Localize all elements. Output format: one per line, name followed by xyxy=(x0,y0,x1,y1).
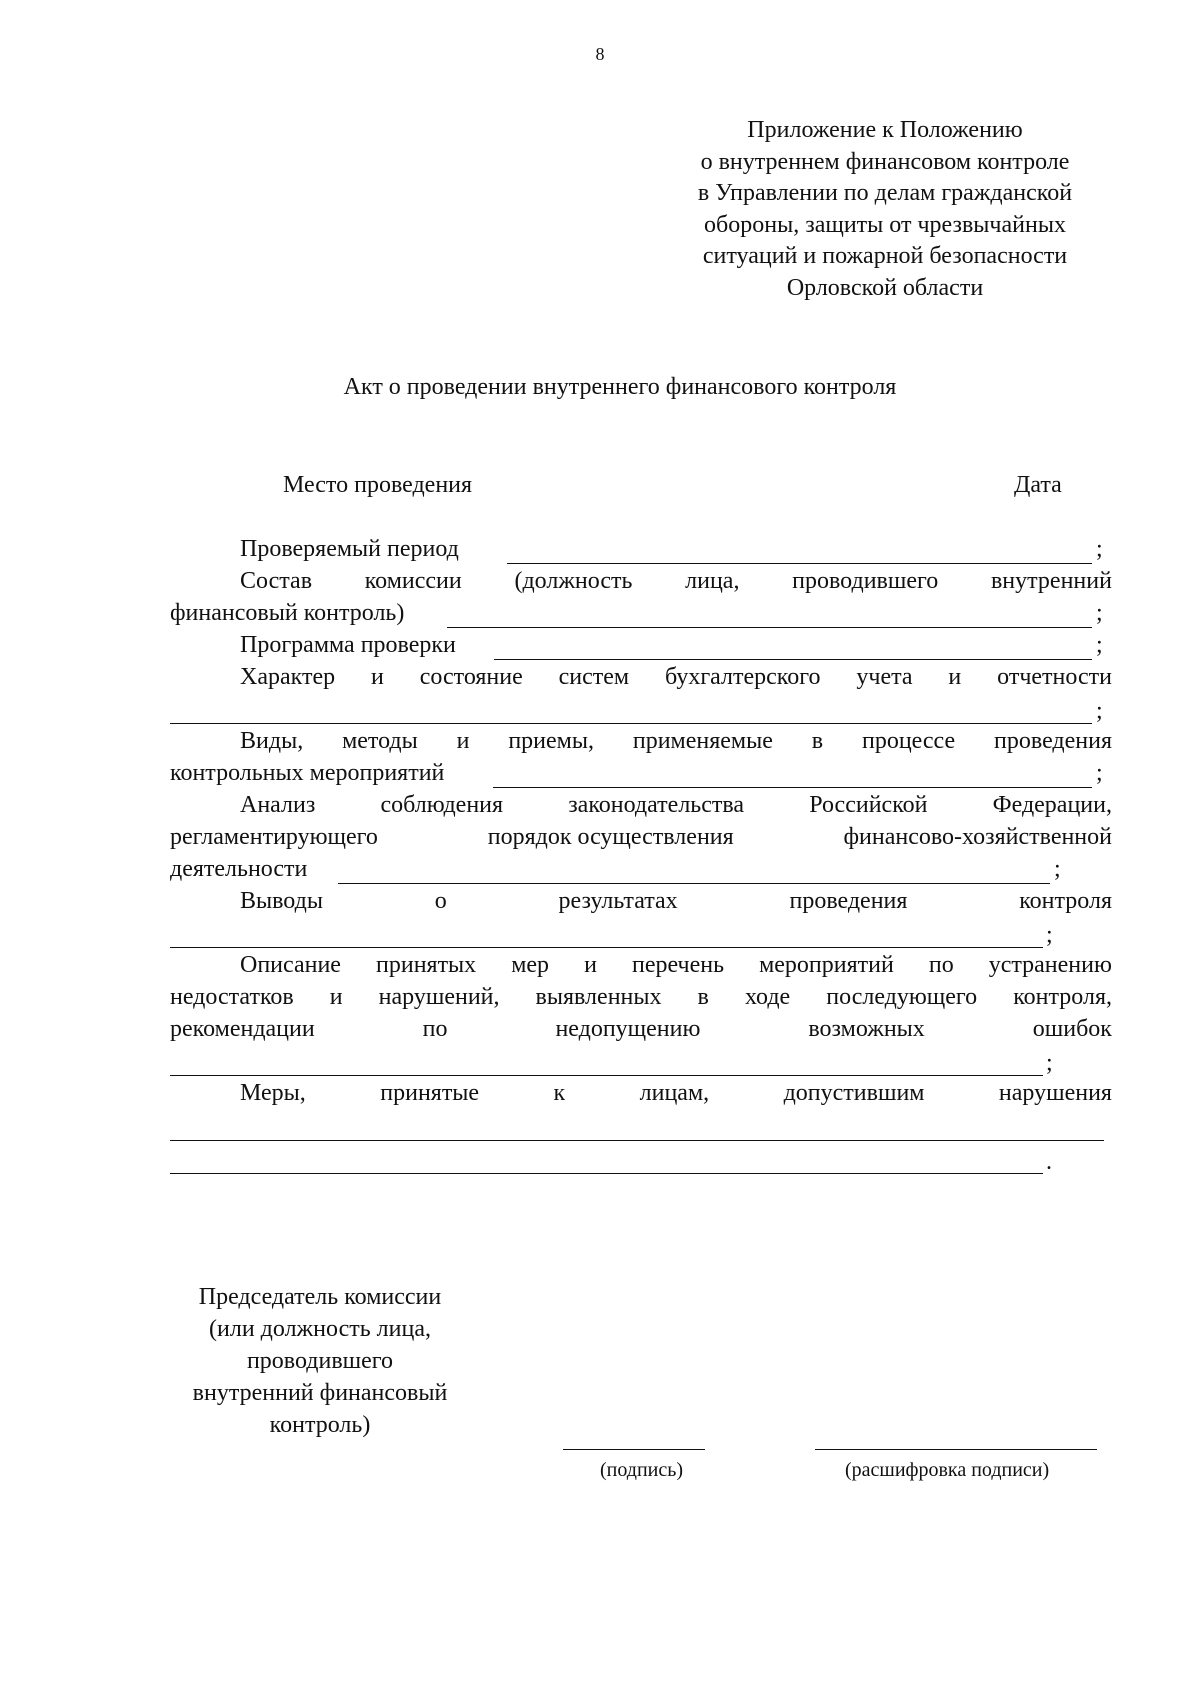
conclusions-line xyxy=(240,888,1112,915)
word: и xyxy=(584,952,597,978)
chairman-title xyxy=(160,1281,480,1441)
word: комиссии xyxy=(364,568,462,594)
chairman-title-line: проводившего xyxy=(246,1348,394,1374)
persons-blank-line-1 xyxy=(170,1140,1104,1141)
word: рекомендации xyxy=(170,1016,315,1042)
word: контроля, xyxy=(1013,984,1112,1010)
word: устранению xyxy=(988,952,1112,978)
word: принятых xyxy=(376,952,477,978)
word: и xyxy=(329,984,343,1010)
word: соблюдения xyxy=(380,792,504,818)
period-label: Проверяемый период xyxy=(240,536,459,562)
period-blank-line xyxy=(507,563,1092,564)
semicolon: ; xyxy=(1046,1050,1053,1076)
word: недопущению xyxy=(555,1016,701,1042)
word: приемы, xyxy=(508,728,594,754)
word: возможных xyxy=(808,1016,925,1042)
analysis-line-2 xyxy=(170,824,1112,851)
semicolon: ; xyxy=(1046,922,1053,948)
semicolon: ; xyxy=(1054,856,1061,882)
word: и xyxy=(948,664,962,690)
appendix-header xyxy=(650,115,1120,304)
word: результатах xyxy=(558,888,678,914)
word: лица, xyxy=(685,568,740,594)
methods-label-cont: контрольных мероприятий xyxy=(170,760,445,786)
chairman-title-line: (или должность лица, xyxy=(209,1316,431,1342)
analysis-line-1 xyxy=(240,792,1112,819)
word: Российской xyxy=(809,792,928,818)
word: бухгалтерского xyxy=(665,664,821,690)
word: Описание xyxy=(240,952,341,978)
appendix-line: о внутреннем финансовом контроле xyxy=(700,148,1070,175)
word: принятые xyxy=(380,1080,480,1106)
appendix-line: в Управлении по делам гражданской xyxy=(697,180,1073,206)
methods-blank-line xyxy=(493,787,1092,788)
word: проведения xyxy=(994,728,1112,754)
word: в xyxy=(697,984,709,1010)
word: по xyxy=(422,1016,448,1042)
signature-decode-caption: (расшифровка подписи) xyxy=(845,1459,1050,1481)
program-label: Программа проверки xyxy=(240,632,456,658)
semicolon: ; xyxy=(1096,698,1103,724)
word: финансово-хозяйственной xyxy=(843,824,1112,850)
word: проводившего xyxy=(792,568,939,594)
nature-blank-line xyxy=(170,723,1092,724)
word: состояние xyxy=(419,664,523,690)
word: допустившим xyxy=(783,1080,925,1106)
measures-line-1 xyxy=(240,952,1112,979)
document-title: Акт о проведении внутреннего финансового контроля xyxy=(343,374,897,400)
word: и xyxy=(371,664,384,690)
conclusions-blank-line xyxy=(170,947,1043,948)
final-period: . xyxy=(1046,1149,1052,1175)
word: Выводы xyxy=(240,888,323,914)
appendix-line: обороны, защиты от чрезвычайных xyxy=(704,211,1066,238)
word: нарушений, xyxy=(378,984,500,1010)
semicolon: ; xyxy=(1096,600,1103,626)
word: мер xyxy=(511,952,550,978)
program-blank-line xyxy=(494,659,1092,660)
word: Виды, xyxy=(240,728,304,754)
page-number: 8 xyxy=(595,44,605,64)
chairman-title-line: контроль) xyxy=(269,1412,371,1438)
measures-blank-line xyxy=(170,1075,1043,1076)
word: к xyxy=(553,1080,566,1106)
word: ошибок xyxy=(1032,1016,1112,1042)
word: законодательства xyxy=(568,792,745,818)
word: недостатков xyxy=(170,984,294,1010)
word: Анализ xyxy=(240,792,316,818)
persons-blank-line-2 xyxy=(170,1173,1043,1174)
word: систем xyxy=(558,664,630,690)
signature-decode-line xyxy=(815,1449,1097,1450)
word: ходе xyxy=(744,984,791,1010)
semicolon: ; xyxy=(1096,632,1103,658)
word: лицам, xyxy=(639,1080,710,1106)
analysis-label-cont: деятельности xyxy=(170,856,308,882)
semicolon: ; xyxy=(1096,760,1103,786)
word: последующего xyxy=(826,984,978,1010)
word: применяемые xyxy=(632,728,773,754)
word: регламентирующего xyxy=(170,824,378,850)
appendix-line: Орловской области xyxy=(786,274,984,301)
word: отчетности xyxy=(997,664,1112,690)
word: нарушения xyxy=(998,1080,1112,1106)
word: процессе xyxy=(861,728,956,754)
signature-caption: (подпись) xyxy=(600,1459,684,1481)
word: (должность xyxy=(514,568,633,594)
word: Характер xyxy=(240,664,336,690)
signature-line xyxy=(563,1449,705,1450)
word: порядок осуществления xyxy=(487,824,734,850)
commission-blank-line xyxy=(447,627,1092,628)
word: в xyxy=(811,728,824,754)
commission-label-cont: финансовый контроль) xyxy=(170,600,405,626)
date-label: Дата xyxy=(1014,472,1062,498)
word: выявленных xyxy=(535,984,662,1010)
chairman-title-line: внутренний финансовый xyxy=(192,1380,448,1406)
word: проведения xyxy=(789,888,908,914)
word: по xyxy=(928,952,954,978)
word: контроля xyxy=(1019,888,1112,914)
measures-line-3 xyxy=(170,1016,1112,1043)
nature-line xyxy=(240,664,1112,691)
word: Меры, xyxy=(240,1080,306,1106)
chairman-title-line: Председатель комиссии xyxy=(198,1284,442,1310)
word: методы xyxy=(342,728,418,754)
persons-line xyxy=(240,1080,1112,1107)
word: перечень xyxy=(631,952,725,978)
measures-line-2 xyxy=(170,984,1112,1011)
word: Федерации, xyxy=(992,792,1112,818)
commission-line xyxy=(240,568,1112,595)
analysis-blank-line xyxy=(338,883,1050,884)
word: о xyxy=(434,888,447,914)
word: мероприятий xyxy=(759,952,894,978)
word: внутренний xyxy=(990,568,1112,594)
appendix-line: ситуаций и пожарной безопасности xyxy=(702,243,1068,269)
place-label: Место проведения xyxy=(283,472,473,498)
word: Состав xyxy=(240,568,313,594)
word: учета xyxy=(856,664,913,690)
appendix-line: Приложение к Положению xyxy=(747,117,1023,143)
methods-line xyxy=(240,728,1112,755)
semicolon: ; xyxy=(1096,536,1103,562)
word: и xyxy=(456,728,470,754)
